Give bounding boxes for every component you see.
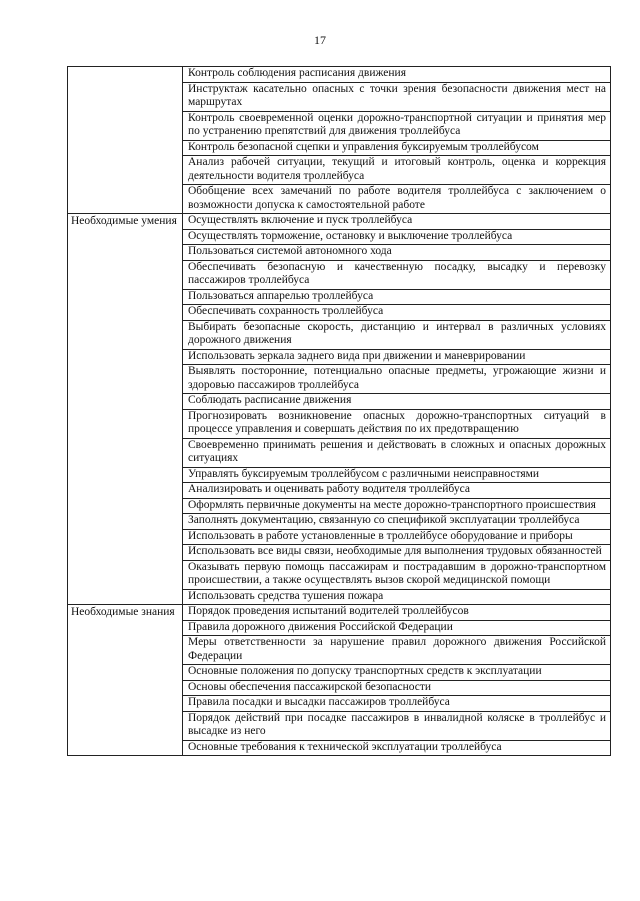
table-row: Осуществлять торможение, остановку и выключение троллейбуса (183, 230, 610, 246)
table-row: Оказывать первую помощь пассажирам и пострадавшим в дорожно-транспортном происшествии, а также осуществлять вызов скорой медицинской помощи (183, 561, 610, 590)
table-row: Анализировать и оценивать работу водителя троллейбуса (183, 483, 610, 499)
section-label (68, 67, 183, 213)
table-row: Пользоваться аппарелью троллейбуса (183, 290, 610, 306)
table-section (68, 605, 610, 756)
table-row: Осуществлять включение и пуск троллейбуса (183, 214, 610, 230)
table-row: Основные положения по допуску транспортных средств к эксплуатации (183, 665, 610, 681)
table-row: Контроль безопасной сцепки и управления буксируемым троллейбусом (183, 141, 610, 157)
table-row: Выявлять посторонние, потенциально опасные предметы, угрожающие жизни и здоровью пассажиров троллейбуса (183, 365, 610, 394)
table-row: Правила посадки и высадки пассажиров троллейбуса (183, 696, 610, 712)
table-row: Пользоваться системой автономного хода (183, 245, 610, 261)
table-row: Правила дорожного движения Российской Федерации (183, 621, 610, 637)
table-row: Заполнять документацию, связанную со спецификой эксплуатации троллейбуса (183, 514, 610, 530)
section-items (183, 67, 610, 213)
table-row: Обеспечивать сохранность троллейбуса (183, 305, 610, 321)
section-items (183, 214, 610, 604)
table-row: Контроль своевременной оценки дорожно-транспортной ситуации и принятия мер по устранению препятствий для движения троллейбуса (183, 112, 610, 141)
table-row: Основы обеспечения пассажирской безопасности (183, 681, 610, 697)
table-row: Анализ рабочей ситуации, текущий и итоговый контроль, оценка и коррекция деятельности водителя троллейбуса (183, 156, 610, 185)
table-section (68, 214, 610, 605)
table-row: Основные требования к технической эксплуатации троллейбуса (188, 740, 502, 753)
page-number: 17 (314, 33, 326, 47)
table-row: Оформлять первичные документы на месте дорожно-транспортного происшествия (183, 499, 610, 515)
table-row: Своевременно принимать решения и действовать в сложных и опасных дорожных ситуациях (183, 439, 610, 468)
table-row: Контроль соблюдения расписания движения (183, 67, 610, 83)
section-label: Необходимые умения (68, 214, 183, 604)
table-row: Использовать в работе установленные в троллейбусе оборудование и приборы (183, 530, 610, 546)
section-label: Необходимые знания (68, 605, 183, 755)
table-row: Выбирать безопасные скорость, дистанцию и интервал в различных условиях дорожного движения (183, 321, 610, 350)
table-row: Соблюдать расписание движения (183, 394, 610, 410)
section-items (183, 605, 610, 755)
table-row: Обеспечивать безопасную и качественную посадку, высадку и перевозку пассажиров троллейбуса (183, 261, 610, 290)
table-row: Обобщение всех замечаний по работе водителя троллейбуса с заключением о возможности допуска к самостоятельной работе (188, 185, 606, 211)
table-row: Меры ответственности за нарушение правил дорожного движения Российской Федерации (183, 636, 610, 665)
table-row: Порядок проведения испытаний водителей троллейбусов (183, 605, 610, 621)
table-row: Использовать средства тушения пожара (188, 589, 384, 602)
table-row: Использовать зеркала заднего вида при движении и маневрировании (183, 350, 610, 366)
table-section (68, 67, 610, 214)
requirements-table (67, 66, 611, 756)
table-row: Прогнозировать возникновение опасных дорожно-транспортных ситуаций в процессе управления и совершать действия по их предотвращению (183, 410, 610, 439)
table-row: Порядок действий при посадке пассажиров в инвалидной коляске в троллейбус и высадке из него (183, 712, 610, 741)
table-row: Управлять буксируемым троллейбусом с различными неисправностями (183, 468, 610, 484)
table-row: Использовать все виды связи, необходимые для выполнения трудовых обязанностей (183, 545, 610, 561)
table-row: Инструктаж касательно опасных с точки зрения безопасности движения мест на маршрутах (183, 83, 610, 112)
